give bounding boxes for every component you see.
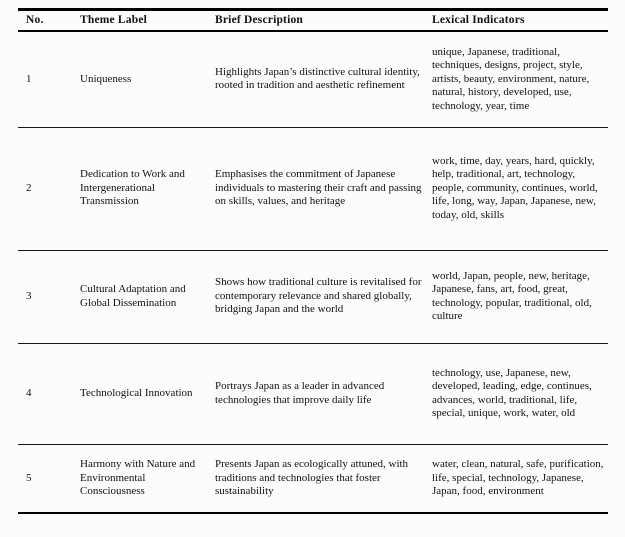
column-header-brief-description: Brief Description [215,10,432,32]
lexical-indicators-cell: technology, use, Japanese, new, developed, leading, edge, continues, advances, world, traditional, life, special, unique, work, water, old [432,343,608,444]
column-header-lexical-indicators: Lexical Indicators [432,10,608,32]
theme-label-cell: Uniqueness [80,31,215,127]
row-number-cell: 5 [26,471,32,484]
lexical-indicators-cell: work, time, day, years, hard, quickly, help, traditional, art, technology, people, community, continues, world, life, long, way, Japan, Japanese, new, today, old, skills [432,127,608,250]
description-cell: Portrays Japan as a leader in advanced technologies that improve daily life [215,343,432,444]
table-row [18,127,608,250]
theme-label-cell: Harmony with Nature and Environmental Consciousness [80,458,196,497]
row-number-cell: 2 [18,127,80,250]
table-row [18,343,608,444]
description-cell: Highlights Japan’s distinctive cultural identity, rooted in tradition and aesthetic refinement [215,31,432,127]
column-header-no: No. [18,10,80,32]
table-row [18,31,608,127]
description-cell: Presents Japan as ecologically attuned, with traditions and technologies that foster sustainability [215,458,409,497]
row-number-cell: 4 [18,343,80,444]
row-number-cell: 3 [18,250,80,343]
themes-table [18,8,608,514]
column-header-theme-label: Theme Label [80,10,215,32]
themes-table-container [18,8,608,514]
description-cell: Emphasises the commitment of Japanese individuals to mastering their craft and passing on skills, values, and heritage [215,127,432,250]
table-row [18,444,608,513]
table-row [18,250,608,343]
theme-label-cell: Technological Innovation [80,343,215,444]
theme-label-cell: Dedication to Work and Intergenerational Transmission [80,127,215,250]
header-row [18,10,608,32]
lexical-indicators-cell: unique, Japanese, traditional, techniques, designs, project, style, artists, beauty, environment, nature, natural, history, developed, use, technology, year, time [432,31,608,127]
row-number-cell: 1 [18,31,80,127]
lexical-indicators-cell: water, clean, natural, safe, purification, life, special, technology, Japanese, Japan, food, environment [432,458,604,497]
description-cell: Shows how traditional culture is revitalised for contemporary relevance and shared globally, bridging Japan and the world [215,250,432,343]
lexical-indicators-cell: world, Japan, people, new, heritage, Japanese, fans, art, food, great, technology, popular, traditional, old, culture [432,250,608,343]
theme-label-cell: Cultural Adaptation and Global Dissemination [80,250,215,343]
